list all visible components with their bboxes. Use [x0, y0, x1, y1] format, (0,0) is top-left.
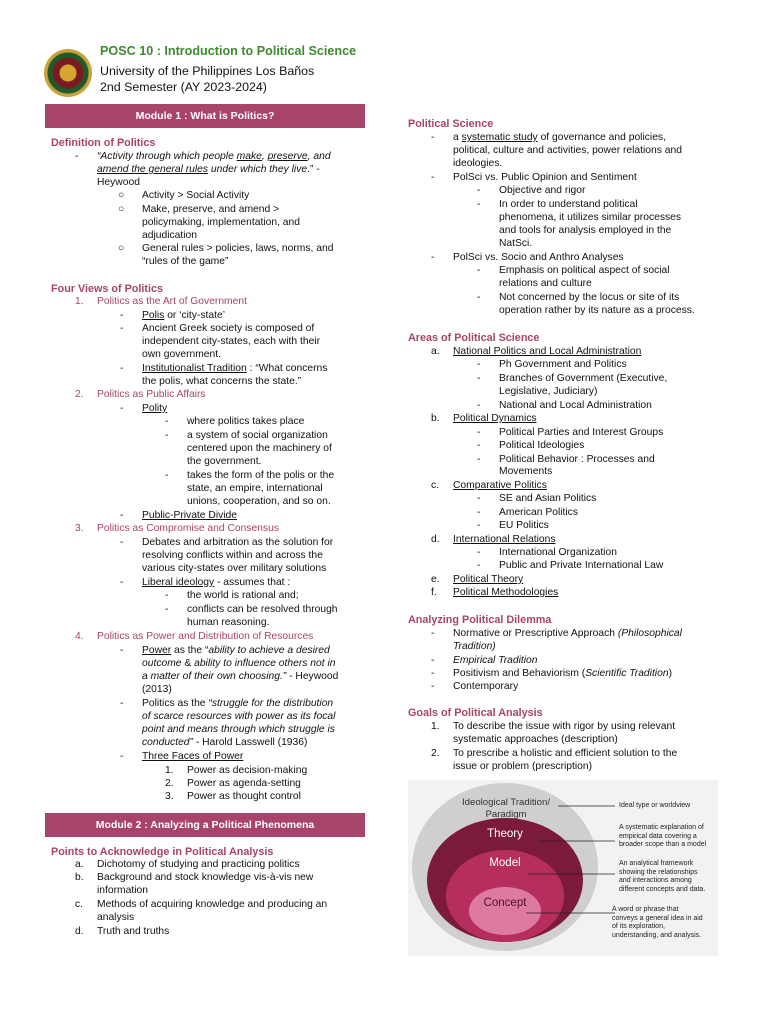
dash-marker: -	[120, 310, 124, 321]
dash-marker: -	[165, 430, 169, 441]
polsci-sub: NatSci.	[499, 238, 533, 249]
area-marker: f.	[431, 587, 437, 598]
dilemma-item: Normative or Prescriptive Approach (Philosophical	[453, 628, 682, 639]
definition-item: policymaking, implementation, and	[142, 217, 300, 228]
area-sub: Public and Private International Law	[499, 560, 664, 571]
face-number: 2.	[165, 778, 174, 789]
area-sub: Ph Government and Politics	[499, 359, 627, 370]
area-marker: b.	[431, 413, 440, 424]
point-marker: a.	[75, 859, 84, 870]
view-4-power-l1: Power as the “ability to achieve a desired	[142, 645, 330, 656]
area-title: National Politics and Local Administration	[453, 346, 642, 357]
view-1-title: Politics as the Art of Government	[97, 296, 247, 307]
area-sub: Movements	[499, 466, 553, 477]
view-3-text: Debates and arbitration as the solution for	[142, 537, 334, 548]
dash-marker: -	[477, 265, 481, 276]
dash-marker: -	[75, 151, 79, 162]
model-description: An analytical framework showing the relationships and interactions among different concepts and data.	[619, 860, 706, 893]
view-2-polity: Polity	[142, 403, 168, 414]
goal-number: 1.	[431, 721, 440, 732]
module-2-band	[45, 813, 365, 837]
view-1-text: independent city-states, each with their	[142, 336, 321, 347]
view-2-title: Politics as Public Affairs	[97, 389, 206, 400]
polsci-vs-socio: PolSci vs. Socio and Anthro Analyses	[453, 252, 624, 263]
area-title: Political Methodologies	[453, 587, 559, 598]
dash-marker: -	[477, 359, 481, 370]
view-1-text: own government.	[142, 349, 221, 360]
point-marker: b.	[75, 872, 84, 883]
module-1-band	[45, 104, 365, 128]
dash-marker: -	[477, 292, 481, 303]
goal-number: 2.	[431, 748, 440, 759]
polsci-sub: Emphasis on political aspect of social	[499, 265, 670, 276]
dash-marker: -	[165, 604, 169, 615]
view-1-institutionalist: Institutionalist Tradition : “What concerns	[142, 363, 328, 374]
area-marker: d.	[431, 534, 440, 545]
polsci-sub: and tools for analysis employed in the	[499, 225, 672, 236]
goal-item: systematic approaches (description)	[453, 734, 618, 745]
face-item: Power as thought control	[187, 791, 301, 802]
dash-marker: -	[477, 185, 481, 196]
semester-label: 2nd Semester (AY 2023-2024)	[100, 80, 267, 94]
area-title: International Relations	[453, 534, 556, 545]
point-marker: c.	[75, 899, 84, 910]
goal-item: issue or problem (prescription)	[453, 761, 593, 772]
area-sub: International Organization	[499, 547, 617, 558]
polsci-sub: phenomena, it utilizes similar processes	[499, 212, 681, 223]
ideological-tradition-label: Ideological Tradition/ Paradigm	[462, 797, 550, 820]
polsci-sub: operation rather by its nature as a process.	[499, 305, 695, 316]
view-4-power-l4: (2013)	[142, 684, 172, 695]
view-2-sub: a system of social organization	[187, 430, 328, 441]
view-3-sub: human reasoning.	[187, 617, 270, 628]
face-item: Power as agenda-setting	[187, 778, 301, 789]
theory-label: Theory	[487, 828, 523, 840]
view-number: 2.	[75, 389, 84, 400]
area-sub: Political Ideologies	[499, 440, 585, 451]
view-2-public-private: Public-Private Divide	[142, 510, 237, 521]
dash-marker: -	[120, 403, 124, 414]
view-3-text: various city-states over military solutions	[142, 563, 327, 574]
university-name: University of the Philippines Los Baños	[100, 64, 315, 78]
view-2-sub: the government.	[187, 456, 262, 467]
area-sub: Political Parties and Interest Groups	[499, 427, 664, 438]
view-3-sub: conflicts can be resolved through	[187, 604, 338, 615]
view-number: 3.	[75, 523, 84, 534]
definition-item: “rules of the game”	[142, 256, 229, 267]
dilemma-item: Positivism and Behaviorism (Scientific Tradition)	[453, 668, 672, 679]
polsci-heading: Political Science	[408, 118, 494, 130]
view-4-three-faces: Three Faces of Power	[142, 751, 244, 762]
dash-marker: -	[120, 751, 124, 762]
definition-item: Activity > Social Activity	[142, 190, 250, 201]
area-sub: Branches of Government (Executive,	[499, 373, 668, 384]
view-1-polis: Polis or ‘city-state’	[142, 310, 225, 321]
definition-quote-author: Heywood	[97, 177, 140, 188]
view-4-lasswell-l2: of scarce resources with power as its focal	[142, 711, 336, 722]
dilemma-item: Contemporary	[453, 681, 519, 692]
view-number: 1.	[75, 296, 84, 307]
dash-marker: -	[431, 132, 435, 143]
polsci-def-l3: ideologies.	[453, 158, 503, 169]
points-heading: Points to Acknowledge in Political Analysis	[51, 846, 274, 858]
dilemma-item: Tradition)	[453, 641, 496, 652]
goal-item: To prescribe a holistic and efficient solution to the	[453, 748, 678, 759]
goals-heading: Goals of Political Analysis	[408, 707, 543, 719]
dash-marker: -	[120, 537, 124, 548]
view-4-lasswell-l1: Politics as the “struggle for the distribution	[142, 698, 334, 709]
view-2-sub: where politics takes place	[187, 416, 305, 427]
dash-marker: -	[431, 172, 435, 183]
view-3-sub: the world is rational and;	[187, 590, 299, 601]
area-title: Comparative Politics	[453, 480, 547, 491]
polsci-vs-opinion: PolSci vs. Public Opinion and Sentiment	[453, 172, 637, 183]
view-3-liberal: Liberal ideology - assumes that :	[142, 577, 291, 588]
dash-marker: -	[477, 507, 481, 518]
dash-marker: -	[120, 323, 124, 334]
theory-description: A systematic explanation of empirical data covering a broader scope than a model	[619, 824, 707, 849]
model-label: Model	[489, 857, 521, 869]
face-number: 3.	[165, 791, 174, 802]
point-item: information	[97, 885, 148, 896]
dash-marker: -	[431, 252, 435, 263]
dash-marker: -	[431, 655, 435, 666]
polsci-def-l2: political, culture and activities, power relations and	[453, 145, 682, 156]
dash-marker: -	[431, 681, 435, 692]
point-item: analysis	[97, 912, 135, 923]
dash-marker: -	[477, 400, 481, 411]
dash-marker: -	[477, 373, 481, 384]
dash-marker: -	[477, 199, 481, 210]
areas-heading: Areas of Political Science	[408, 332, 540, 344]
area-marker: a.	[431, 346, 440, 357]
dash-marker: -	[477, 454, 481, 465]
area-sub: American Politics	[499, 507, 578, 518]
dash-marker: -	[120, 698, 124, 709]
polsci-sub: In order to understand political	[499, 199, 638, 210]
area-title: Political Dynamics	[453, 413, 537, 424]
area-marker: e.	[431, 574, 440, 585]
definition-item: Make, preserve, and amend >	[142, 204, 280, 215]
course-title: POSC 10 : Introduction to Political Science	[100, 44, 357, 58]
view-4-power-l3: a matter of their own choosing.” - Heywood	[142, 671, 339, 682]
view-4-power-l2: outcome & ability to influence others not in	[142, 658, 336, 669]
point-item: Background and stock knowledge vis-à-vis new	[97, 872, 314, 883]
dash-marker: -	[120, 363, 124, 374]
area-title: Political Theory	[453, 574, 524, 585]
dash-marker: -	[165, 590, 169, 601]
view-4-lasswell-l4: conducted” - Harold Lasswell (1936)	[142, 737, 308, 748]
face-item: Power as decision-making	[187, 765, 308, 776]
view-2-sub: state, an empire, international	[187, 483, 323, 494]
view-1-text: the polis, what concerns the state.”	[142, 376, 302, 387]
point-item: Dichotomy of studying and practicing politics	[97, 859, 300, 870]
dash-marker: -	[477, 493, 481, 504]
polsci-sub: Not concerned by the locus or site of its	[499, 292, 680, 303]
definition-item: General rules > policies, laws, norms, and	[142, 243, 334, 254]
polsci-def-l1: a systematic study of governance and policies,	[453, 132, 666, 143]
area-sub: National and Local Administration	[499, 400, 652, 411]
dash-marker: -	[120, 577, 124, 588]
circle-bullet: ○	[118, 190, 125, 201]
point-marker: d.	[75, 926, 84, 937]
dash-marker: -	[165, 470, 169, 481]
area-sub: Legislative, Judiciary)	[499, 386, 598, 397]
goal-item: To describe the issue with rigor by using relevant	[453, 721, 676, 732]
four-views-heading: Four Views of Politics	[51, 283, 163, 295]
circle-bullet: ○	[118, 243, 125, 254]
definition-quote-line-1: “Activity through which people make, preserve, and	[97, 151, 331, 162]
dash-marker: -	[477, 547, 481, 558]
view-4-title: Politics as Power and Distribution of Resources	[97, 631, 314, 642]
view-2-sub: takes the form of the polis or the	[187, 470, 335, 481]
university-seal-logo	[44, 49, 92, 97]
view-number: 4.	[75, 631, 84, 642]
dash-marker: -	[431, 628, 435, 639]
dash-marker: -	[165, 416, 169, 427]
module-1-title: Module 1 : What is Politics?	[135, 110, 275, 122]
polsci-sub: Objective and rigor	[499, 185, 586, 196]
dilemma-heading: Analyzing Political Dilemma	[408, 614, 552, 626]
point-item: Truth and truths	[97, 926, 170, 937]
face-number: 1.	[165, 765, 174, 776]
area-sub: SE and Asian Politics	[499, 493, 597, 504]
dash-marker: -	[120, 510, 124, 521]
concept-label: Concept	[483, 897, 527, 909]
view-2-sub: unions, cooperation, and so on.	[187, 496, 331, 507]
view-2-sub: centered upon the machinery of	[187, 443, 332, 454]
view-1-text: Ancient Greek society is composed of	[142, 323, 315, 334]
dash-marker: -	[431, 668, 435, 679]
area-sub: EU Politics	[499, 520, 549, 531]
dash-marker: -	[477, 560, 481, 571]
view-3-title: Politics as Compromise and Consensus	[97, 523, 279, 534]
area-marker: c.	[431, 480, 440, 491]
dash-marker: -	[477, 520, 481, 531]
definition-item: adjudication	[142, 230, 197, 241]
dash-marker: -	[477, 440, 481, 451]
point-item: Methods of acquiring knowledge and producing an	[97, 899, 328, 910]
area-sub: Political Behavior : Processes and	[499, 454, 655, 465]
ideological-description: Ideal type or worldview	[619, 802, 691, 809]
dash-marker: -	[477, 427, 481, 438]
concept-ellipse	[469, 887, 541, 935]
dilemma-item: Empirical Tradition	[453, 655, 538, 666]
view-4-lasswell-l3: point and means through which struggle is	[142, 724, 335, 735]
polsci-sub: relations and culture	[499, 278, 592, 289]
concept-description: A word or phrase that conveys a general idea in aid of its exploration, understanding, and analysis.	[612, 906, 703, 939]
definition-heading: Definition of Politics	[51, 137, 156, 149]
view-3-text: resolving conflicts within and across the	[142, 550, 323, 561]
dash-marker: -	[120, 645, 124, 656]
definition-quote-line-2: amend the general rules under which they live.” -	[97, 164, 320, 175]
circle-bullet: ○	[118, 204, 125, 215]
module-2-title: Module 2 : Analyzing a Political Phenomena	[95, 819, 315, 831]
